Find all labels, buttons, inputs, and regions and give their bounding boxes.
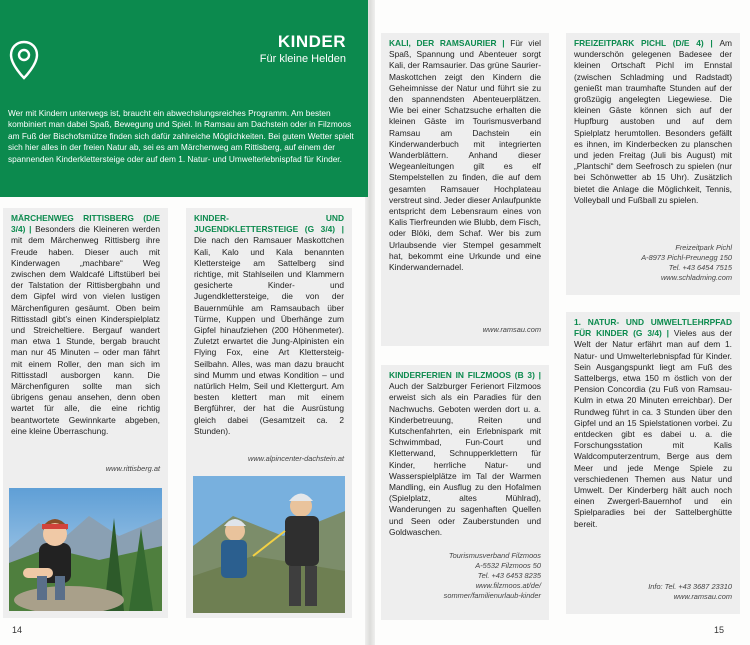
source-line: Tel. +43 6454 7515 bbox=[668, 263, 732, 272]
article-heading: KALI, DER RAMSAURIER bbox=[389, 38, 497, 48]
photo-climbers bbox=[193, 476, 345, 613]
source-line: www.ramsau.com bbox=[673, 592, 732, 601]
article-body: Für viel Spaß, Spannung und Abenteuer sorgt Kali, der Ramsaurier. Das grüne Saurier-Maskottchen zeigt den Kindern die Geheimnisse der Natur und führt sie zu den spannendsten Abenteuerplätzen. Wie bei einer Schatzsuche erhalten die kleinen Gäste im Tourismusverband Ramsau am Dachstein ein Kinderwanderbuch mit integrierten Wanderblättern. Anhand dieser Wegeanleitungen gilt es elf Stempelstellen zu finden, die auf dem gesamten Ramsauer Hochplateau verstreut sind. Jeder dieser Anlaufpunkte entspricht dem Lebensraum eines von Kalis Tierfreunden wie Blubb, dem Fisch, oder Blöki, dem Schaf. Wer bis zum Urlaubsende vier Stempel gesammelt hat, bekommt eine Urkunde und eine Kinderwandernadel. bbox=[389, 38, 541, 273]
article-source bbox=[648, 582, 732, 602]
article-body: Besonders die Kleineren werden mit dem Märchenweg Rittisberg ihre Freude haben. Dieser auch mit Kinderwagen „machbare“ Weg zwischen dem Waldcafé Liftstüberl bei der Talstation der Rittisbergbahn und dem Gipfel wird von vielen lustigen Märchenfiguren gesäumt. Oben beim Rittisstadl gibt’s einen Kinderspielplatz und Streicheltiere. Bergauf wandert man etwa 1 Stunde, bergab braucht man nur 45 Minuten – oder man fährt mit einem Roller, den man sich im Rittisstadl ausborgen kann. Die Märchenfiguren sollte man sich übrigens genau ansehen, denn oben wartet für alle, die eine richtig beantwortete Gewinnkarte abgeben, eine kleine Überraschung. bbox=[11, 224, 161, 436]
article-filzmoos bbox=[381, 365, 549, 620]
separator: | bbox=[666, 328, 674, 339]
source-line: www.schladming.com bbox=[660, 273, 732, 282]
page-number-right: 15 bbox=[713, 625, 724, 635]
intro-text: Wer mit Kindern unterwegs ist, braucht ein abwechslungsreiches Programm. Am besten kombiniert man dabei Spaß, Bewegung und Spiel. In Ramsau am Dachstein oder in Filzmoos am Fuß der Bischofsmütze finden sich dafür zahlreiche Möglichkeiten. Bei gutem Wetter spielt sich hier alles in der freien Natur ab, sei es am Märchenweg am Rittisberg, auf einem der spannenden Kinderklettersteige oder auf dem 1. Natur- und Umwelterlebnispfad für Kinder. bbox=[8, 108, 354, 164]
article-source: www.rittisberg.at bbox=[105, 464, 160, 473]
article-source: www.alpincenter-dachstein.at bbox=[248, 454, 344, 463]
article-klettersteige bbox=[186, 208, 352, 618]
page-number-left: 14 bbox=[12, 625, 23, 635]
source-line: Info: Tel. +43 3687 23310 bbox=[648, 582, 732, 591]
hero-banner bbox=[0, 0, 368, 197]
article-source bbox=[444, 551, 541, 601]
article-maerchenweg bbox=[3, 208, 168, 618]
article-kali bbox=[381, 33, 549, 346]
separator: | bbox=[538, 370, 541, 380]
article-source bbox=[641, 243, 732, 283]
article-lehrpfad bbox=[566, 312, 740, 614]
article-heading: MÄRCHENWEG RITTISBERG (D/E 3/4) bbox=[11, 213, 160, 235]
separator: | bbox=[502, 38, 511, 48]
article-heading: KINDER- UND JUGENDKLETTERSTEIGE (G 3/4) bbox=[194, 213, 344, 235]
page-title: KINDER bbox=[277, 32, 346, 51]
article-body: Auch der Salzburger Ferienort Filzmoos erweist sich als ein Paradies für den Nachwuchs. Geboten werden dort u. a. Kinderbetreuung, Reiten und Kutschenfahrten, ein Erlebnispark mit Schwimmbad, Fun-Court und Kletterwand, Schnupperklettern für Kinder, herrliche Natur- und Wasserspielplätze im Tal der Warmen Mandling, ein Ausflug zu den Hofalmen (Spielplatz, altes Mühlrad), Wanderungen zu sagenhaften Quellen und Seen oder Zauberstunden und Goldwaschen. bbox=[389, 381, 541, 537]
article-pichl bbox=[566, 33, 740, 295]
article-body: Am wunderschön gelegenen Badesee der kleinen Ortschaft Pichl im Ennstal (zwischen Schladming und Radstadt) genießt man traumhafte Stunden auf der großzügig angelegten Liegewiese. Die kleinen Gäste können sich auf der Hupfburg austoben und auf dem Spielplatz herumtollen. Besonders gefällt es ihnen, im Kinderbecken zu planschen und jeden Freitag (Juli bis August) mit „Plantschi“ dem Seefrosch zu spielen (nur bei Schönwetter ab 15 Uhr). Zusätzlich bietet die Anlage die Möglichkeit, Tennis, Volleyball und Fußball zu spielen. bbox=[574, 38, 732, 205]
location-pin-icon bbox=[9, 40, 39, 80]
separator: | bbox=[29, 224, 36, 235]
source-line: www.filzmoos.at/de/ bbox=[475, 581, 541, 590]
source-line: A-8973 Pichl-Preunegg 150 bbox=[641, 253, 732, 262]
article-heading: 1. NATUR- UND UMWELTLEHRPFAD FÜR KINDER (G 3/4) bbox=[574, 317, 732, 339]
article-body: Die nach den Ramsauer Maskottchen Kali, Kalo und Kala benannten Klettersteige am Sattelberg sind richtige, mit Stahlseilen und Klammern gesicherte Kinder- und Jugendklettersteige, die von der Bauernmühle am Ramsaubach über Türme, Kuppen und Überhänge zum Gipfel hinaufziehen (200 Höhenmeter). Zuletzt erwartet die Jung-Alpinisten ein Flying Fox, eine Art Klettersteig-Seilbahn. Alles, was man dazu braucht sind Mumm und etwas Kondition – und natürlich Helm, Seil und Klettergurt. Am besten klettert man mit einem Bergführer, der hat die Ausrüstung gleich dabei (Gesamtzeit ca. 2 Stunden). bbox=[194, 235, 344, 436]
page-subtitle: Für kleine Helden bbox=[259, 53, 346, 65]
photo-girl-mountain bbox=[9, 488, 162, 611]
source-line: Freizeitpark Pichl bbox=[675, 243, 732, 252]
article-source: www.ramsau.com bbox=[482, 325, 541, 334]
separator: | bbox=[341, 224, 344, 235]
source-line: A-5532 Filzmoos 50 bbox=[475, 561, 541, 570]
source-line: Tourismusverband Filzmoos bbox=[448, 551, 541, 560]
article-heading: KINDERFERIEN IN FILZMOOS (B 3) bbox=[389, 370, 535, 380]
separator: | bbox=[710, 38, 720, 48]
source-line: sommer/familienurlaub-kinder bbox=[443, 591, 541, 600]
article-heading: FREIZEITPARK PICHL (D/E 4) bbox=[574, 38, 704, 48]
article-body: Vieles aus der Welt der Natur erfährt man auf dem 1. Natur- und Umwelterlebnispfad für Kinder. Sein Ausgangspunkt liegt am Fuß des Sattelbergs, etwa 150 m östlich von der Pension Concordia (zu Fuß von Ramsau-Kulm in etwa 20 Minuten erreichbar). Der Rundweg führt in ca. 3 Stunden über den Gipfel und an 15 Spielstationen vorbei. Zu entdecken gibt es dabei u. a. die Forschungsstation mit Kalis Waldcomputerzentrum, Berge aus dem Meer und jede Menge Spiele zu verschiedenen Themen aus Natur und Umwelt. Der Kinderberg hält auch noch einen Zwergerl-Bauernhof und ein Spielparadies bei der Sattelberghütte bereit. bbox=[574, 328, 732, 529]
source-line: Tel. +43 6453 8235 bbox=[477, 571, 541, 580]
